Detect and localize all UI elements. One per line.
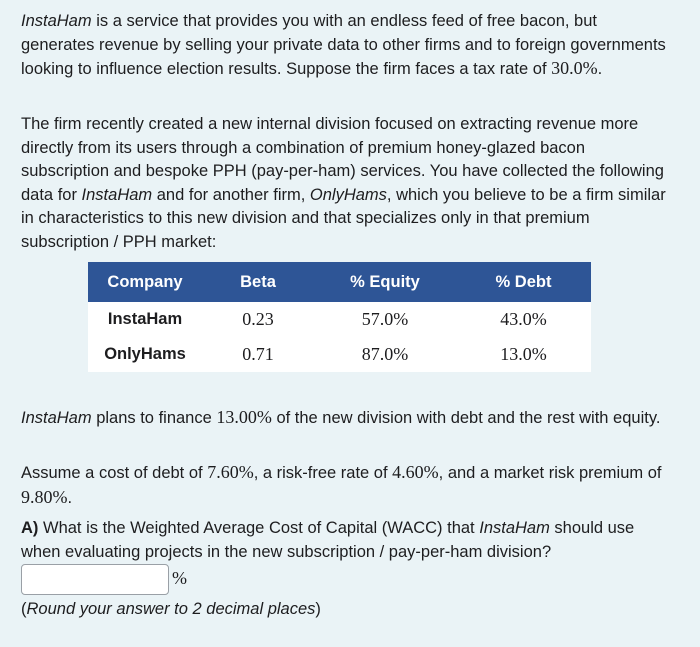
assumptions-text-d: .: [67, 488, 73, 507]
comparables-table: [88, 262, 591, 372]
risk-free-value: 4.60%: [392, 462, 439, 482]
intro-text: is a service that provides you with an endless feed of free bacon, but generates revenue by selling your private data to other firms and to foreign governments looking to influence election results. Suppose the firm faces a tax rate of: [21, 12, 666, 78]
financing-text-a: plans to finance: [91, 409, 217, 427]
tax-rate-value: 30.0%: [551, 58, 598, 78]
question-label: A): [21, 519, 39, 537]
cell-equity: 87.0%: [361, 344, 409, 364]
cell-company: InstaHam: [107, 310, 183, 328]
wacc-answer-input[interactable]: [21, 564, 169, 595]
percent-unit: %: [172, 568, 187, 588]
header-beta: Beta: [202, 262, 314, 302]
assumptions-paragraph: [21, 461, 671, 510]
debt-share-value: 13.00%: [216, 407, 272, 427]
assumptions-text-a: Assume a cost of debt of: [21, 464, 208, 482]
table-row: [88, 302, 591, 337]
market-risk-premium-value: 9.80%: [21, 486, 68, 507]
note-paren-open: (: [21, 600, 27, 618]
firm-name: InstaHam: [479, 519, 550, 537]
question-text-a: What is the Weighted Average Cost of Capital (WACC) that: [38, 519, 480, 537]
header-company: Company: [88, 262, 202, 302]
question-prompt: [21, 517, 671, 564]
assumptions-text-c: , and a market risk premium of: [438, 464, 662, 482]
cost-of-debt-value: 7.60%: [207, 462, 254, 482]
intro-end: .: [597, 60, 603, 78]
cell-beta: 0.23: [242, 309, 274, 329]
financing-text-b: of the new division with debt and the rest with equity.: [271, 409, 661, 427]
other-firm-name: OnlyHams: [309, 185, 387, 204]
question-text-b: should use when evaluating projects in the new subscription / pay-per-ham division?: [21, 519, 635, 561]
rounding-note-text: Round your answer to 2 decimal places: [26, 600, 316, 618]
cell-company: OnlyHams: [104, 345, 186, 363]
header-equity: % Equity: [314, 262, 456, 302]
firm-name: InstaHam: [81, 185, 153, 204]
table-row: [88, 337, 591, 372]
note-paren-close: ): [315, 600, 321, 618]
firm-name: InstaHam: [21, 409, 92, 427]
financing-paragraph: [21, 406, 671, 431]
cell-debt: 43.0%: [500, 309, 547, 329]
division-text-c: , which you believe to be a firm similar in characteristics to this new division and that specializes only in that premium subscription / PPH market:: [21, 185, 666, 251]
division-text-b: and for another firm,: [152, 185, 310, 204]
cell-equity: 57.0%: [361, 309, 409, 329]
header-debt: % Debt: [456, 262, 591, 302]
assumptions-text-b: , a risk-free rate of: [253, 464, 393, 482]
intro-paragraph: [21, 10, 671, 82]
rounding-note: [21, 598, 671, 622]
cell-debt: 13.0%: [500, 344, 547, 364]
table-header-row: [88, 262, 591, 302]
firm-name: InstaHam: [21, 12, 92, 30]
division-paragraph: [21, 113, 671, 254]
cell-beta: 0.71: [242, 344, 274, 364]
division-text-a: The firm recently created a new internal division focused on extracting revenue more directly from its users through a combination of premium honey-glazed bacon subscription and bespoke PPH (pay-per-ham) services. You have collected the following data for: [21, 115, 664, 204]
